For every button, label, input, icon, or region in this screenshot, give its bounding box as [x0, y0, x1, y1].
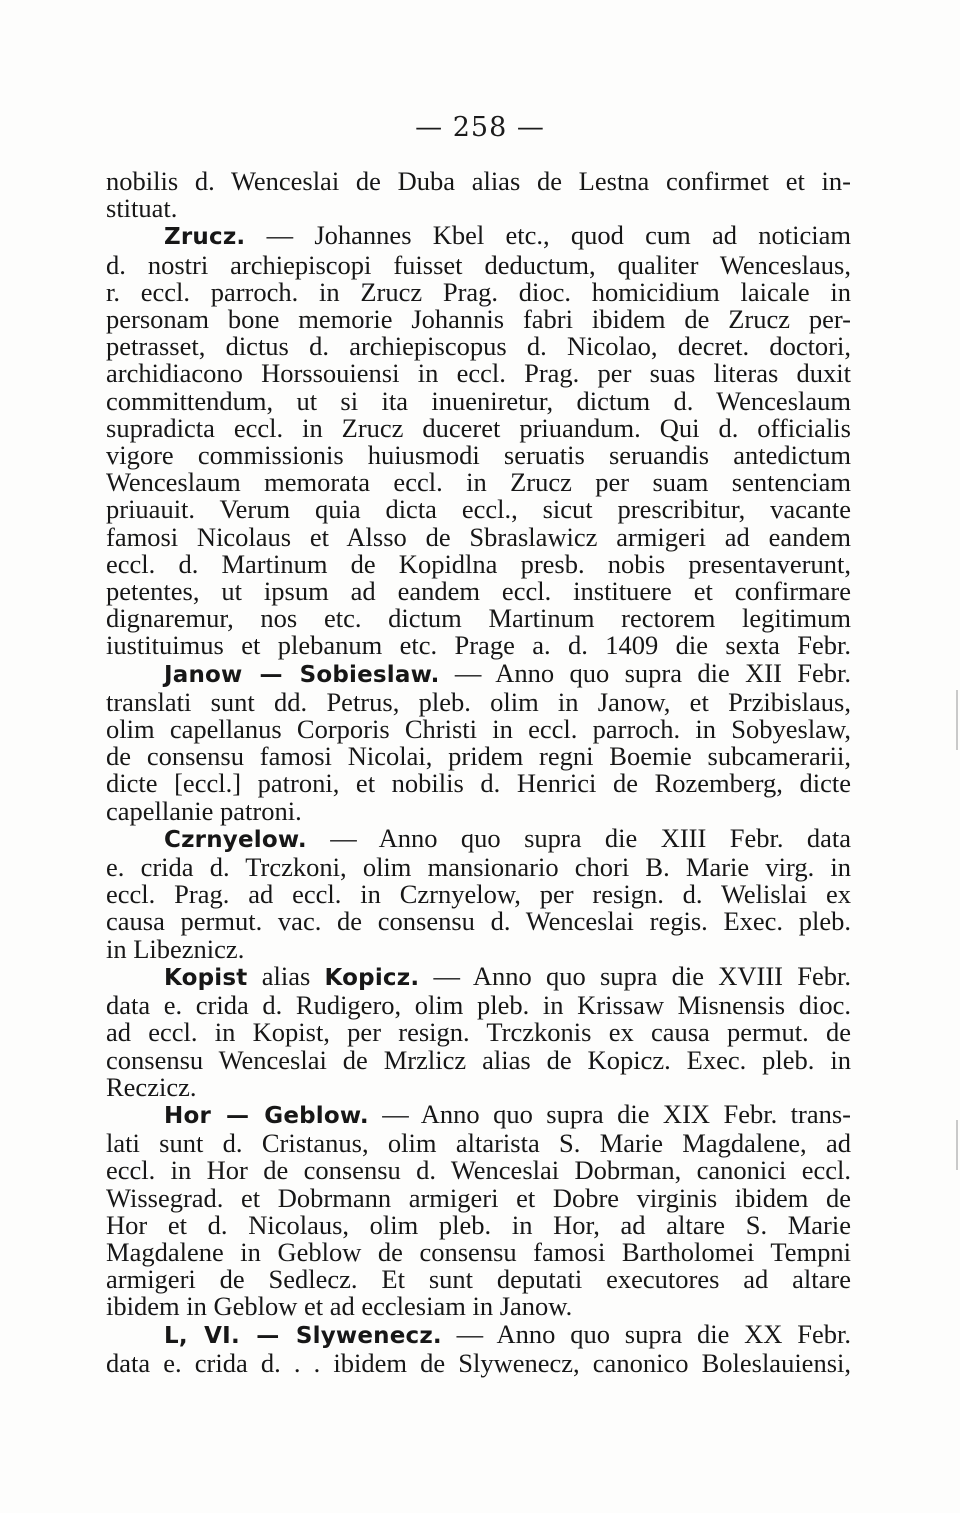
line-text: — Johannes Kbel etc., quod cum ad noticiam	[245, 220, 851, 251]
text-line	[106, 306, 851, 333]
text-line	[106, 521, 851, 552]
text-line	[106, 276, 851, 307]
line-text: d. nostri archiepiscopi fuisset deductum, qualiter Wenceslaus,	[106, 249, 851, 280]
line-text: olim capellanus Corporis Christi in eccl. parroch. in Sobyeslaw,	[106, 714, 851, 745]
text-line	[106, 854, 851, 881]
text-line	[106, 632, 851, 659]
line-text: ibidem in Geblow et ad ecclesiam in Janow.	[106, 1291, 573, 1322]
text-line	[106, 496, 851, 523]
text-line	[106, 360, 851, 387]
line-text: dicte [eccl.] patroni, et nobilis d. Henrici de Rozemberg, dicte	[106, 768, 851, 799]
line-text: committendum, ut si ita inueniretur, dictum d. Wenceslaum	[106, 385, 851, 416]
text-line	[106, 222, 851, 251]
text-line	[106, 1182, 851, 1213]
line-text: lati sunt d. Cristanus, olim altarista S. Marie Magdalene, ad	[106, 1128, 851, 1159]
line-text: translati sunt dd. Petrus, pleb. olim in Janow, et Przibislaus,	[106, 686, 851, 717]
text-line	[106, 1209, 851, 1240]
line-text: data e. crida d. Rudigero, olim pleb. in Krissaw Misnensis dioc.	[106, 990, 851, 1021]
page-text-body	[106, 168, 851, 1377]
text-line	[106, 168, 851, 195]
text-line	[106, 881, 851, 908]
scan-edge-mark	[956, 1120, 958, 1170]
text-line	[106, 1236, 851, 1267]
text-line	[106, 716, 851, 743]
text-line	[106, 822, 851, 854]
line-text: — Anno quo supra die XIII Febr. data	[306, 822, 851, 853]
line-text: eccl. in Hor de consensu d. Wenceslai Dobrman, canonici eccl.	[106, 1155, 851, 1186]
entry-heading: Kopicz.	[324, 964, 420, 991]
text-line	[106, 657, 851, 689]
line-text: e. crida d. Trczkoni, olim mansionario chori B. Marie virg. in	[106, 852, 851, 883]
line-text: r. eccl. parroch. in Zrucz Prag. dioc. homicidium laicale in	[106, 276, 851, 307]
line-text: archidiacono Horssouiensi in eccl. Prag. per suas literas duxit	[106, 358, 851, 389]
line-text: famosi Nicolaus et Alsso de Sbraslawicz armigeri ad eandem	[106, 521, 851, 552]
line-text: eccl. Prag. ad eccl. in Czrnyelow, per resign. d. Welislai ex	[106, 879, 851, 910]
text-line	[106, 1098, 851, 1130]
text-line	[106, 548, 851, 579]
text-line	[106, 578, 851, 605]
line-text: dignaremur, nos etc. dictum Martinum rectorem legitimum	[106, 603, 851, 634]
line-text: priuauit. Verum quia dicta eccl., sicut prescribitur, vacante	[106, 494, 851, 525]
entry-heading: Hor — Geblow.	[164, 1102, 369, 1129]
text-line	[106, 770, 851, 797]
line-text: de consensu famosi Nicolai, pridem regni Boemie subcamerarii,	[106, 741, 851, 772]
text-line	[106, 442, 851, 469]
text-line	[106, 605, 851, 632]
line-text: nobilis d. Wenceslai de Duba alias de Lestna confirmet et in-	[106, 166, 851, 196]
text-line	[106, 1157, 851, 1184]
text-line	[106, 960, 852, 992]
line-text: Wissegrad. et Dobrmann armigeri et Dobre virginis ibidem de	[106, 1182, 851, 1213]
line-text: — Anno quo supra die XII Febr.	[439, 657, 851, 688]
line-text: — Anno quo supra die XX Febr.	[441, 1318, 851, 1349]
line-text: Hor et d. Nicolaus, olim pleb. in Hor, ad altare S. Marie	[106, 1209, 851, 1240]
text-line	[106, 1318, 851, 1350]
text-line	[106, 249, 851, 280]
page-number: — 258 —	[415, 112, 545, 143]
text-line	[106, 469, 851, 496]
text-line	[106, 1044, 851, 1075]
text-line	[106, 1130, 851, 1157]
line-text: causa permut. vac. de consensu d. Wenceslai regis. Exec. pleb.	[106, 906, 851, 937]
line-text: eccl. d. Martinum de Kopidlna presb. nobis presentaverunt,	[106, 548, 851, 579]
line-text: Reczicz.	[106, 1071, 197, 1102]
line-text: supradicta eccl. in Zrucz duceret priuandum. Qui d. officialis	[106, 412, 851, 443]
line-text: iustituimus et plebanum etc. Prage a. d. 1409 die sexta Febr.	[106, 630, 851, 661]
line-text: petentes, ut ipsum ad eandem eccl. instituere et confirmare	[106, 576, 851, 607]
line-text: stituat.	[106, 193, 178, 224]
entry-heading: Zrucz.	[164, 224, 246, 251]
line-text: vigore commissionis huiusmodi seruatis seruandis antedictum	[106, 440, 851, 471]
scan-edge-mark	[956, 690, 958, 750]
entry-heading: Kopist	[164, 964, 248, 991]
text-line	[106, 908, 851, 935]
line-text: consensu Wenceslai de Mrzlicz alias de Kopicz. Exec. pleb. in	[106, 1044, 851, 1075]
text-line	[106, 1019, 851, 1046]
text-line	[106, 1071, 851, 1102]
line-text: ad eccl. in Kopist, per resign. Trczkonis ex causa permut. de	[106, 1017, 851, 1048]
line-text: Magdalene in Geblow de consensu famosi Bartholomei Tempni	[106, 1236, 851, 1267]
line-text: in Libeznicz.	[106, 933, 245, 964]
line-text: petrasset, dictus d. archiepiscopus d. Nicolao, decret. doctori,	[106, 331, 851, 362]
line-text: data e. crida d. . . ibidem de Slywenecz, canonico Boleslauiensi,	[106, 1347, 851, 1378]
text-line	[106, 333, 851, 360]
line-text: alias	[247, 960, 325, 991]
text-line	[106, 385, 851, 416]
line-text: armigeri de Sedlecz. Et sunt deputati executores ad altare	[106, 1264, 851, 1295]
text-line	[106, 743, 851, 770]
text-line	[106, 1266, 851, 1293]
line-text: personam bone memorie Johannis fabri ibidem de Zrucz per-	[106, 304, 851, 335]
text-line	[106, 1347, 851, 1378]
text-line	[106, 412, 851, 443]
entry-heading: Janow — Sobieslaw.	[164, 661, 440, 688]
line-text: — Anno quo supra die XIX Febr. trans-	[368, 1098, 851, 1129]
line-text: — Anno quo supra die XVIII Febr.	[419, 960, 852, 991]
text-line	[106, 195, 851, 222]
text-line	[106, 1293, 851, 1320]
entry-heading: L, VI. — Slywenecz.	[164, 1322, 442, 1349]
line-text: capellanie patroni.	[106, 795, 302, 826]
entry-heading: Czrnyelow.	[164, 826, 307, 853]
line-text: Wenceslaum memorata eccl. in Zrucz per suam sentenciam	[106, 467, 851, 498]
text-line	[106, 933, 851, 964]
text-line	[106, 795, 851, 826]
text-line	[106, 686, 851, 717]
text-line	[106, 992, 851, 1019]
